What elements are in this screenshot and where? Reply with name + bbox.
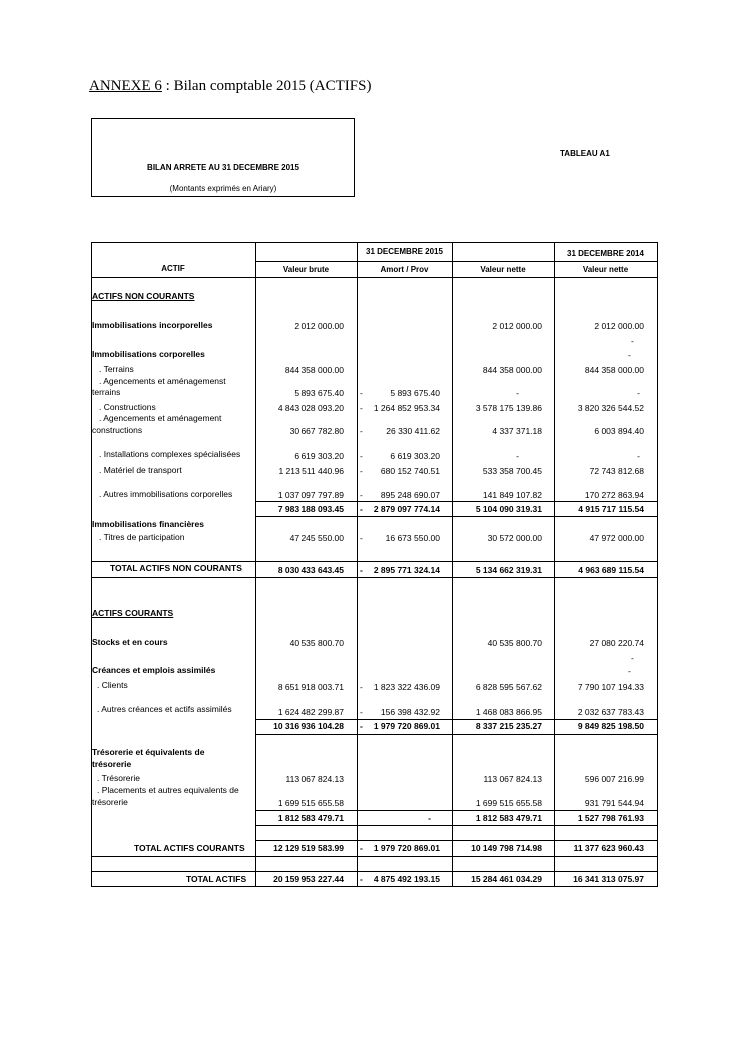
cell-value: 47 972 000.00 (589, 533, 644, 543)
section-actifs-courants: ACTIFS COURANTS (92, 608, 174, 618)
row-line (255, 734, 657, 735)
cell-value: 26 330 411.62 (386, 426, 440, 436)
cell-grand-total: 15 284 461 034.29 (471, 874, 542, 884)
cell-value: 30 572 000.00 (487, 533, 542, 543)
cell-total: 4 963 689 115.54 (578, 565, 644, 575)
page-title (89, 78, 371, 95)
tableau-id: TABLEAU A1 (560, 149, 610, 158)
cell-subtotal: 1 979 720 869.01 (373, 721, 440, 731)
row-line (255, 516, 657, 517)
cell-value: 40 535 800.70 (289, 638, 344, 648)
row-line (91, 886, 657, 887)
cell-grand-total: 16 341 313 075.97 (573, 874, 644, 884)
dash-mark: - (360, 533, 363, 543)
row-line (255, 719, 657, 720)
cell-subtotal: 8 337 215 235.27 (475, 721, 542, 731)
cell-value: 2 012 000.00 (294, 321, 344, 331)
cell-value: 27 080 220.74 (589, 638, 644, 648)
dash-mark: - (360, 565, 363, 575)
cell-value: 72 743 812.68 (589, 466, 644, 476)
row-label: trésorerie (92, 759, 132, 769)
cell-value: 40 535 800.70 (487, 638, 542, 648)
dash-mark: - (360, 403, 363, 413)
cell-subtotal: 1 527 798 761.93 (577, 813, 644, 823)
col-line (357, 242, 358, 887)
cell-value: - (637, 451, 640, 461)
row-line (255, 810, 657, 811)
cell-value: 680 152 740.51 (380, 466, 440, 476)
dash-mark: - (628, 666, 631, 676)
cell-value: 47 245 550.00 (289, 533, 344, 543)
cell-total: 12 129 519 583.99 (273, 843, 344, 853)
cell-subtotal: 9 849 825 198.50 (577, 721, 644, 731)
row-label: . Titres de participation (99, 532, 185, 542)
cell-value: - (637, 388, 640, 398)
cell-value: 533 358 700.45 (482, 466, 542, 476)
cell-value: 5 893 675.40 (294, 388, 344, 398)
cell-value: 6 003 894.40 (594, 426, 644, 436)
cell-subtotal: - (428, 813, 431, 823)
cell-value: 7 790 107 194.33 (577, 682, 644, 692)
row-label: . Autres immobilisations corporelles (99, 489, 233, 499)
row-line (91, 577, 657, 578)
cell-value: 931 791 544.94 (584, 798, 644, 808)
cell-value: 2 032 637 783.43 (577, 707, 644, 717)
row-label: Immobilisations financières (92, 519, 204, 529)
header-2014: 31 DECEMBRE 2014 (567, 249, 644, 258)
col-line (452, 242, 453, 887)
header-valeur-nette-2014: Valeur nette (582, 265, 629, 274)
cell-value: 6 619 303.20 (390, 451, 440, 461)
col-line (554, 242, 555, 887)
cell-value: 3 820 326 544.52 (577, 403, 644, 413)
row-label: Immobilisations incorporelles (92, 320, 213, 330)
cell-grand-total: 20 159 953 227.44 (273, 874, 344, 884)
cell-total: 10 149 798 714.98 (471, 843, 542, 853)
row-label: . Matériel de transport (99, 465, 182, 475)
row-label: terrains (92, 387, 121, 397)
cell-value: 1 264 852 953.34 (373, 403, 440, 413)
cell-value: 30 667 782.80 (289, 426, 344, 436)
cell-value: 895 248 690.07 (380, 490, 440, 500)
row-label: . Constructions (99, 402, 156, 412)
row-line (255, 825, 657, 826)
cell-subtotal: 5 104 090 319.31 (475, 504, 542, 514)
row-label: . Agencements et aménagement (99, 413, 222, 423)
cell-value: 4 337 371.18 (492, 426, 542, 436)
row-label: Stocks et en cours (92, 637, 168, 647)
cell-value: - (516, 388, 519, 398)
dash-mark: - (360, 451, 363, 461)
header-valeur-nette: Valeur nette (480, 265, 526, 274)
cell-subtotal: 1 812 583 479.71 (277, 813, 344, 823)
cell-value: 6 619 303.20 (294, 451, 344, 461)
dash-mark: - (360, 490, 363, 500)
row-line (91, 277, 657, 278)
header-actif: ACTIF (161, 264, 185, 273)
row-label: constructions (92, 425, 143, 435)
dash-mark: - (628, 350, 631, 360)
cell-total: 2 895 771 324.14 (373, 565, 440, 575)
dash-mark: - (360, 874, 363, 884)
row-label: Créances et emplois assimilés (92, 665, 216, 675)
cell-subtotal: 7 983 188 093.45 (277, 504, 344, 514)
header-amort: Amort / Prov (380, 265, 429, 274)
dash-mark: - (631, 653, 634, 663)
balance-sheet-table (91, 242, 657, 887)
cell-value: 1 699 515 655.58 (475, 798, 542, 808)
row-label: . Terrains (99, 364, 134, 374)
cell-value: 6 828 595 567.62 (475, 682, 542, 692)
row-line (91, 871, 657, 872)
row-label: . Installations complexes spécialisées (99, 449, 241, 459)
row-label: Immobilisations corporelles (92, 349, 205, 359)
row-label: . Autres créances et actifs assimilés (97, 704, 232, 714)
cell-subtotal: 10 316 936 104.28 (273, 721, 344, 731)
cell-value: - (516, 451, 519, 461)
cell-value: 4 843 028 093.20 (277, 403, 344, 413)
cell-subtotal: 1 812 583 479.71 (475, 813, 542, 823)
dash-mark: - (360, 426, 363, 436)
row-line (91, 561, 657, 562)
cell-value: 3 578 175 139.86 (475, 403, 542, 413)
cell-subtotal: 2 879 097 774.14 (373, 504, 440, 514)
col-line (657, 242, 658, 887)
cell-total: 5 134 662 319.31 (475, 565, 542, 575)
annex-title: : Bilan comptable 2015 (ACTIFS) (161, 78, 372, 94)
dash-mark: - (360, 388, 363, 398)
row-label-total: TOTAL ACTIFS (186, 874, 247, 884)
dash-mark: - (360, 466, 363, 476)
header-valeur-brute: Valeur brute (282, 265, 330, 274)
cell-value: 2 012 000.00 (594, 321, 644, 331)
cell-value: 156 398 432.92 (380, 707, 440, 717)
row-label-total-anc: TOTAL ACTIFS NON COURANTS (110, 563, 242, 573)
dash-mark: - (360, 721, 363, 731)
cell-value: 2 012 000.00 (492, 321, 542, 331)
row-label: . Trésorerie (97, 773, 140, 783)
dash-mark: - (360, 682, 363, 692)
cell-value: 596 007 216.99 (584, 774, 644, 784)
row-line (91, 856, 657, 857)
cell-value: 141 849 107.82 (482, 490, 542, 500)
row-label-total-ac: TOTAL ACTIFS COURANTS (134, 843, 245, 853)
row-label: . Placements et autres equivalents de (97, 785, 239, 795)
cell-value: 1 624 482 299.87 (277, 707, 344, 717)
cell-value: 1 468 083 866.95 (475, 707, 542, 717)
dash-mark: - (360, 843, 363, 853)
col-line (91, 242, 92, 887)
cell-subtotal: 4 915 717 115.54 (578, 504, 644, 514)
cell-total: 8 030 433 643.45 (277, 565, 344, 575)
row-line (255, 501, 657, 502)
cell-value: 8 651 918 003.71 (277, 682, 344, 692)
row-line (91, 242, 657, 243)
cell-total: 11 377 623 960.43 (573, 843, 644, 853)
col-line (255, 242, 256, 887)
cell-value: 1 213 511 440.96 (278, 466, 344, 476)
bilan-title: BILAN ARRETE AU 31 DECEMBRE 2015 (147, 163, 299, 172)
cell-value: 844 358 000.00 (482, 365, 542, 375)
currency-note: (Montants exprimés en Ariary) (169, 184, 277, 193)
cell-value: 1 037 097 797.89 (277, 490, 344, 500)
row-label: trésorerie (92, 797, 128, 807)
cell-value: 16 673 550.00 (385, 533, 440, 543)
row-line (255, 261, 657, 262)
dash-mark: - (631, 336, 634, 346)
section-actifs-non-courants: ACTIFS NON COURANTS (92, 291, 195, 301)
cell-value: 1 823 322 436.09 (373, 682, 440, 692)
cell-value: 113 067 824.13 (285, 774, 344, 784)
row-label: Trésorerie et équivalents de (92, 747, 205, 757)
cell-value: 5 893 675.40 (390, 388, 440, 398)
cell-value: 170 272 863.94 (584, 490, 644, 500)
row-line (255, 840, 657, 841)
row-label: . Clients (97, 680, 128, 690)
cell-total: 1 979 720 869.01 (373, 843, 440, 853)
cell-grand-total: 4 875 492 193.15 (373, 874, 440, 884)
dash-mark: - (360, 707, 363, 717)
header-2015: 31 DECEMBRE 2015 (366, 247, 443, 256)
cell-value: 844 358 000.00 (284, 365, 344, 375)
cell-value: 113 067 824.13 (483, 774, 542, 784)
dash-mark: - (360, 504, 363, 514)
cell-value: 1 699 515 655.58 (277, 798, 344, 808)
cell-value: 844 358 000.00 (584, 365, 644, 375)
bilan-header-box (91, 118, 355, 197)
row-label: . Agencements et aménagemenst (99, 376, 226, 386)
annex-number: ANNEXE 6 (89, 78, 162, 94)
